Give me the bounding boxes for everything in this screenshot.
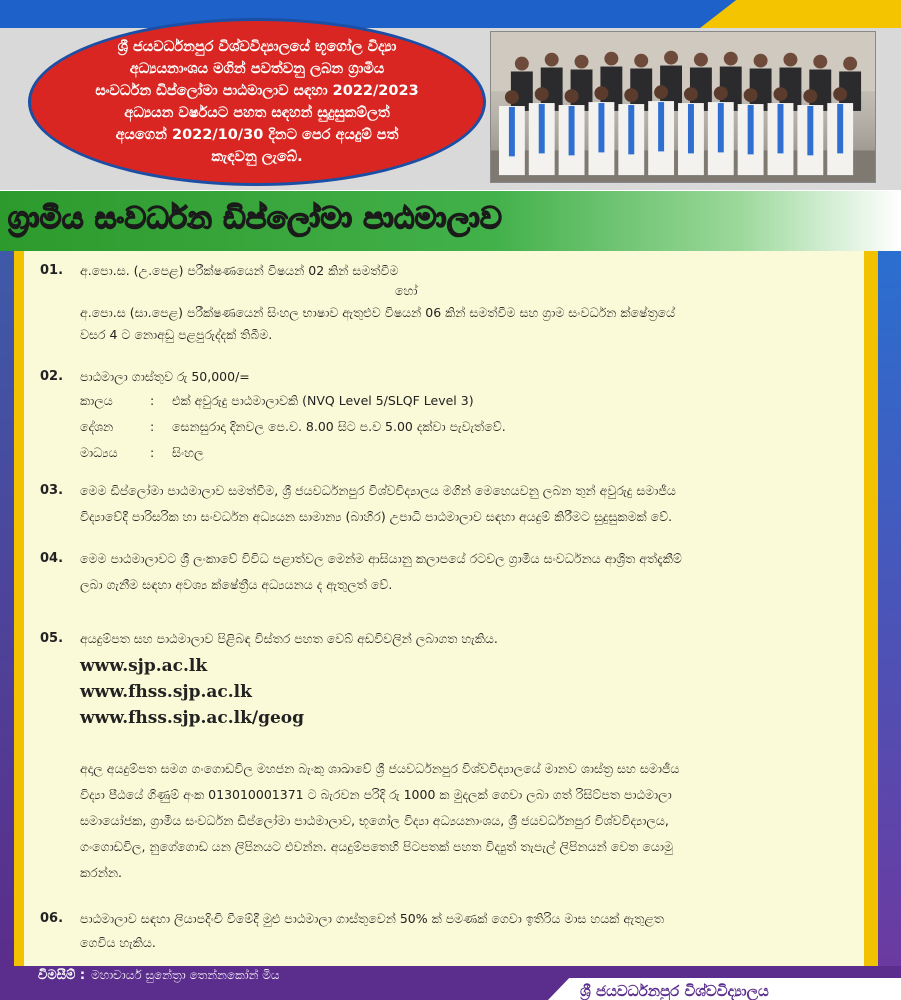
announcement-line: කැඳවනු ලැබේ. [211,149,303,165]
detail-colon: : [150,419,155,434]
content-panel [14,251,878,966]
announcement-line: අයගෙන් 2022/10/30 දිනට පෙර අයදුම් පත් [115,127,399,143]
left-border-strip [0,251,14,966]
panel-right-edge [864,251,878,966]
graduates-group-photo [490,31,876,183]
item-or-text: හෝ [395,283,418,298]
course-fee: පාඨමාලා ගාස්තුව රු 50,000/= [80,369,250,384]
item-text: විද්‍යාවේදී පාරිසරික හා සංවර්ධන අධ්‍යයන සාමාන්‍ය (බාහිර) උපාධි පාඨමාලාව සඳහා අයදුම් කිරීමට සුදුසුකමක් වේ. [80,509,673,524]
panel-left-edge [14,251,24,966]
right-border-strip [878,251,901,966]
detail-label: දේශන [80,419,114,434]
announcement-line: ශ්‍රී ජයවර්ධනපුර විශ්වවිද්‍යාලයේ භූගෝල විද්‍යා [117,39,397,55]
detail-value: එක් අවුරුදු පාඨමාලාවකි (NVQ Level 5/SLQF Level 3) [172,393,474,408]
detail-colon: : [150,445,155,460]
item-text: අයදුම්පත සහ පාඨමාලාව පිළිබඳ විස්තර පහත වෙබ් අඩවිවලින් ලබාගත හැකිය. [80,631,498,646]
item-text: විද්‍යා පීඨයේ ගිණුම් අංක 013010001371 ට බැරවන පරිදි රු 1000 ක මුදලක් ගෙවා ලබා ගත් රිසිට්පත පාඨමාලා [80,787,672,802]
website-link[interactable]: www.fhss.sjp.ac.lk [80,682,252,702]
footer-university-name: ශ්‍රී ජයවර්ධනපුර විශ්වවිද්‍යාලය [580,982,769,1000]
item-text: ලබා ගැනීම සඳහා අවශ්‍ය ක්ෂේත්‍රීය අධ්‍යයනය ද ඇතුලත් වේ. [80,577,393,592]
detail-row-medium [80,442,860,464]
detail-label: කාලය [80,393,113,408]
item-text: ගංගොඩවිල, නුගේගොඩ යන ලිපිනයට එවන්න. අයදුම්පතෙහි පිටපතක් පහත විද්‍යුත් තැපැල් ලිපිනයන් වෙත යොමු [80,839,673,854]
website-link[interactable]: www.sjp.ac.lk [80,656,208,676]
graduates-photo-illustration [491,32,875,182]
detail-value: සිංහල [172,445,204,460]
item-text: අදාල අයදුම්පත සමග ගංගොඩවිල මහජන බැංකු ශාඛාවේ ශ්‍රී ජයවර්ධනපුර විශ්වවිද්‍යාලයේ මානව ශාස්ත්‍ර සහ සමාජීය [80,761,680,776]
item-text: ගෙවිය හැකිය. [80,935,156,950]
website-link[interactable]: www.fhss.sjp.ac.lk/geog [80,708,305,728]
announcement-line: සංවර්ධන ඩිප්ලෝමා පාඨමාලාව සඳහා 2022/2023 [95,83,419,99]
item-number: 06. [40,911,64,926]
announcement-line: අධ්‍යයනාංශය මගින් පවත්වනු ලබන ග්‍රාමීය [129,61,385,77]
item-text: අ.පො.ස (සා.පෙළ) පරීක්ෂණයෙන් සිංහල භාෂාව ඇතුළුව විෂයන් 06 කින් සමත්වීම සහ ග්‍රාම සංවර්ධන ක්ෂේත්‍රයේ [80,305,676,320]
item-number: 01. [40,263,64,278]
detail-row-lectures [80,416,860,438]
item-number: 03. [40,483,64,498]
item-text: සමායෝජක, ග්‍රාමීය සංවර්ධන ඩිප්ලෝමා පාඨමාලාව, භූගෝල විද්‍යා අධ්‍යයනාංශය, ශ්‍රී ජයවර්ධනපුර විශ්වවිද්‍යාලය, [80,813,669,828]
inquiries-label: විමසීම් : [38,968,86,983]
item-text: මෙම පාඨමාලාවට ශ්‍රී ලංකාවේ විවිධ පළාත්වල මෙන්ම ආසියානු කලාපයේ රටවල ග්‍රාමීය සංවර්ධනය ආශ්‍රිත අත්දැකීම් [80,551,682,566]
inquiries-contact: මහාචාර්ය සුනේත්‍රා තෙන්නකෝන් මිය [91,968,280,982]
item-text: මෙම ඩිප්ලෝමා පාඨමාලාව සමත්වීම, ශ්‍රී ජයවර්ධනපුර විශ්වවිද්‍යාලය මගින් මෙහෙයවනු ලබන තුන් අවුරුදු සමාජීය [80,483,676,498]
item-text: පාඨමාලාව සඳහා ලියාපදිංචි වීමේදී මුළු පාඨමාලා ගාස්තුවෙන් 50% ක් පමණක් ගෙවා ඉතිරිය මාස හයක් ඇතුළත [80,911,665,926]
course-title: ග්‍රාමීය සංවර්ධන ඩිප්ලෝමා පාඨමාලාව [8,201,503,236]
detail-row-duration [80,390,860,412]
detail-value: සෙනසුරාදා දිනවල පෙ.ව. 8.00 සිට ප.ව 5.00 දක්වා පැවැත්වේ. [172,419,506,434]
item-text: අ.පො.ස. (උ.පෙළ) පරීක්ෂණයෙන් විෂයන් 02 කින් සමත්වීම [80,263,399,278]
item-number: 05. [40,631,64,646]
detail-label: මාධ්‍යය [80,445,118,460]
item-text: කරන්න. [80,865,122,880]
announcement-text [77,36,437,168]
footer-inquiries [38,968,280,983]
item-text: වසර 4 ට නොඅඩු පළපුරුද්දක් තිබීම. [80,327,273,342]
item-number: 02. [40,369,64,384]
announcement-line: අධ්‍යයන වර්ෂයට පහත සඳහන් සුදුසුකම්ලත් [124,105,390,121]
announcement-oval [28,18,486,186]
detail-colon: : [150,393,155,408]
item-number: 04. [40,551,64,566]
